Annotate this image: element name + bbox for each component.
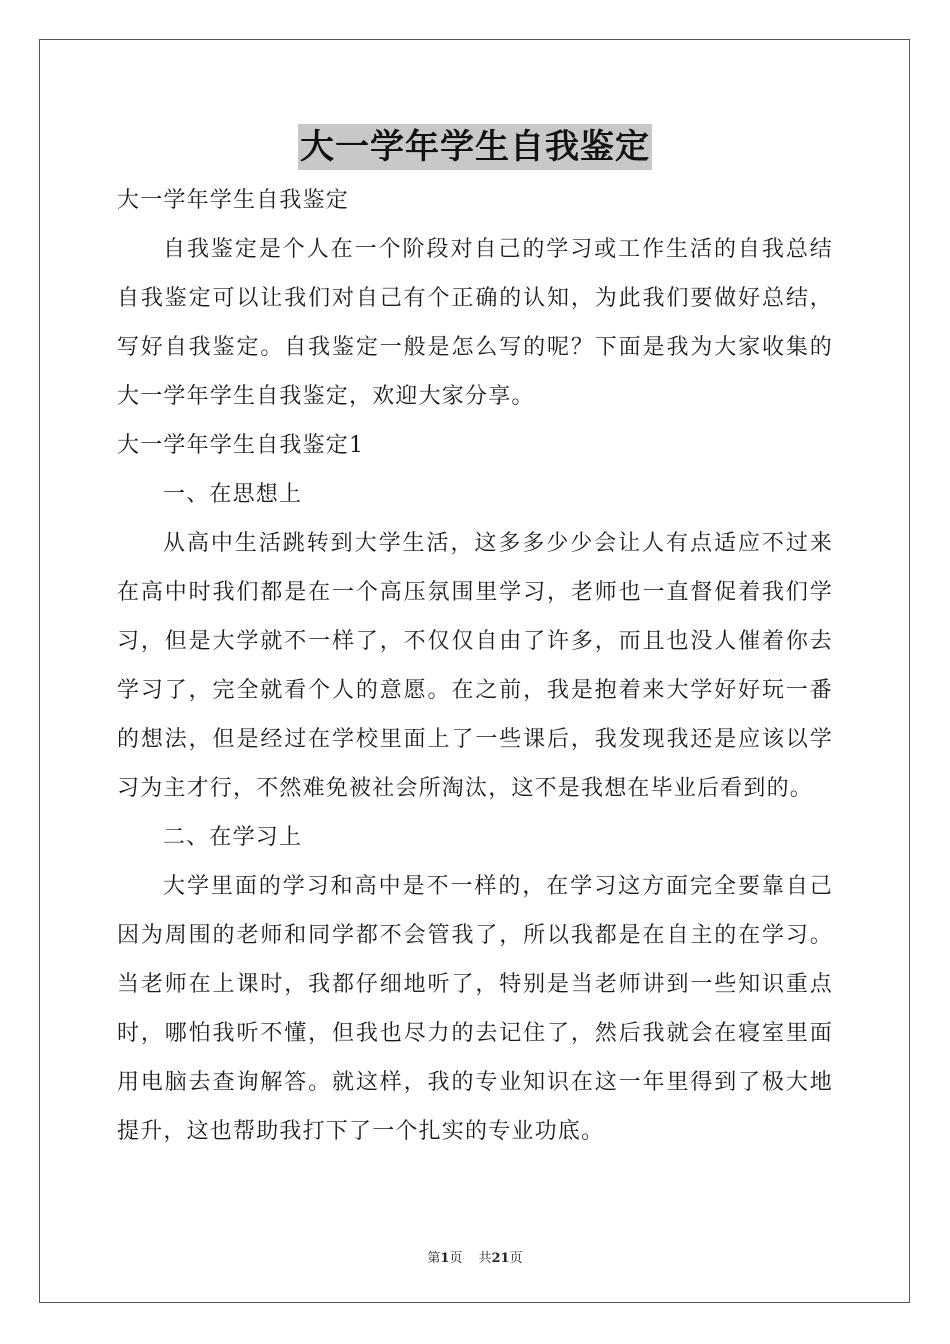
subheading-study: 二、在学习上 <box>163 825 303 850</box>
subtitle-paragraph: 大一学年学生自我鉴定 <box>117 188 350 213</box>
body-paragraph-thought: 从高中生活跳转到大学生活，这多多少少会让人有点适应不过来在高中时我们都是在一个高压氛围里学习，老师也一直督促着我们学习，但是大学就不一样了，不仅仅自由了许多，而且也没人催着你去学习了，完全就看个人的意愿。在之前，我是抱着来大学好好玩一番的想法，但是经过在学校里面上了一些课后，我发现我还是应该以学习为主才行，不然难免被社会所淘汰，这不是我想在毕业后看到的。 <box>117 531 833 801</box>
intro-paragraph: 自我鉴定是个人在一个阶段对自己的学习或工作生活的自我总结自我鉴定可以让我们对自己有个正确的认知，为此我们要做好总结，写好自我鉴定。自我鉴定一般是怎么写的呢？下面是我为大家收集的大一学年学生自我鉴定，欢迎大家分享。 <box>117 237 833 409</box>
document-title: 大一学年学生自我鉴定 <box>298 124 652 170</box>
footer-total-pages: 21 <box>491 1251 510 1266</box>
document-body <box>117 176 833 1156</box>
footer-page-number: 1 <box>440 1251 450 1266</box>
subheading-thought: 一、在思想上 <box>163 482 303 507</box>
page-footer <box>0 1247 950 1266</box>
footer-total-suffix: 页 <box>509 1251 523 1266</box>
footer-page-prefix: 第 <box>427 1251 441 1266</box>
body-paragraph-study: 大学里面的学习和高中是不一样的，在学习这方面完全要靠自己因为周围的老师和同学都不会管我了，所以我都是在自主的在学习。当老师在上课时，我都仔细地听了，特别是当老师讲到一些知识重点时，哪怕我听不懂，但我也尽力的去记住了，然后我就会在寝室里面用电脑去查询解答。就这样，我的专业知识在这一年里得到了极大地提升，这也帮助我打下了一个扎实的专业功底。 <box>117 874 833 1144</box>
title-container <box>0 124 950 170</box>
footer-page-suffix: 页 <box>449 1251 463 1266</box>
footer-total-prefix: 共 <box>478 1251 492 1266</box>
section-heading: 大一学年学生自我鉴定1 <box>117 433 365 458</box>
